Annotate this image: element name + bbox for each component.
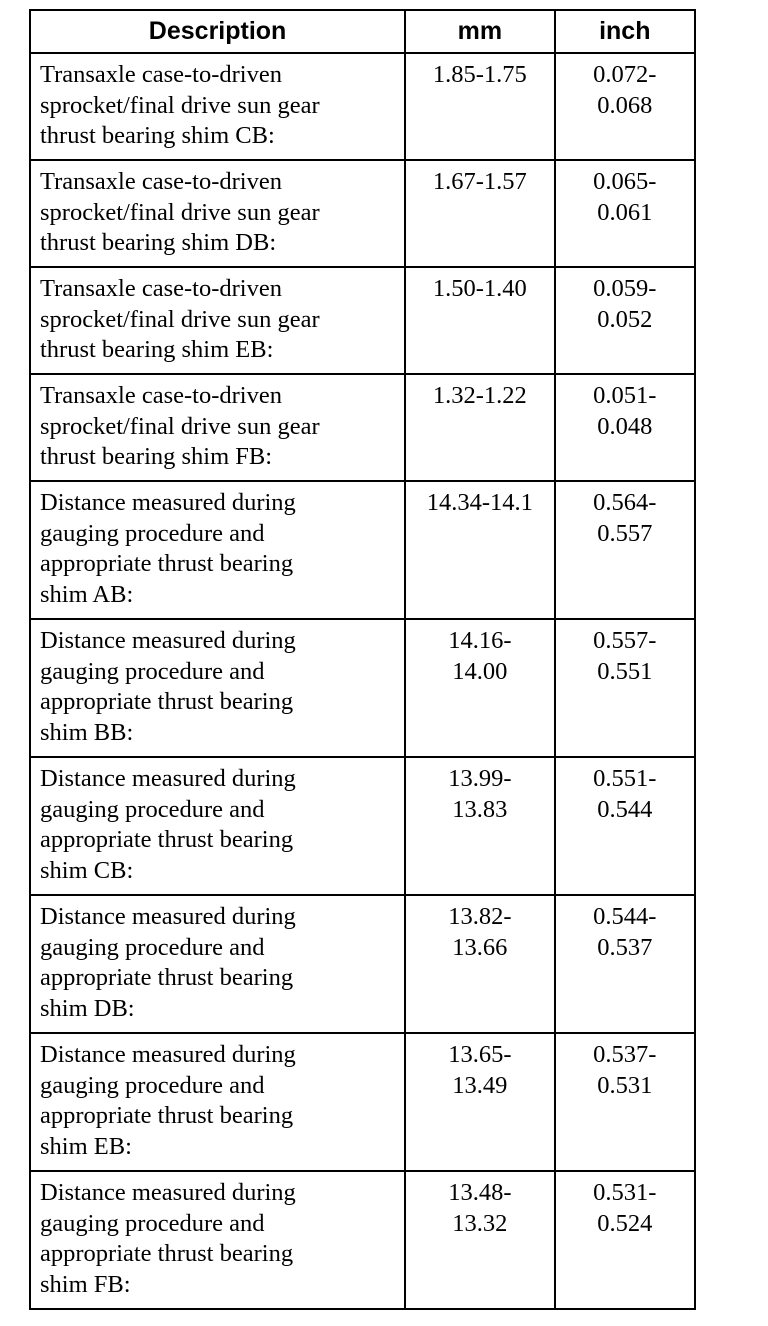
- table-row: [30, 757, 695, 895]
- header-mm: mm: [405, 10, 554, 53]
- inch-value: 0.051- 0.048: [593, 382, 657, 440]
- inch-value: 0.557- 0.551: [593, 627, 657, 685]
- inch-cell: [555, 1171, 695, 1309]
- description-text: Distance measured during gauging procedure and appropriate thrust bearing shim CB:: [40, 765, 296, 884]
- table-row: [30, 160, 695, 267]
- mm-value: 1.67-1.57: [432, 168, 527, 195]
- mm-value: 13.65- 13.49: [448, 1041, 512, 1099]
- mm-value: 13.99- 13.83: [448, 765, 512, 823]
- inch-cell: [555, 757, 695, 895]
- description-cell: [30, 619, 405, 757]
- table-row: [30, 374, 695, 481]
- description-cell: [30, 374, 405, 481]
- mm-value: 13.82- 13.66: [448, 903, 512, 961]
- description-text: Distance measured during gauging procedure and appropriate thrust bearing shim FB:: [40, 1179, 296, 1298]
- description-cell: [30, 53, 405, 160]
- description-text: Distance measured during gauging procedure and appropriate thrust bearing shim AB:: [40, 489, 296, 608]
- description-text: Distance measured during gauging procedure and appropriate thrust bearing shim DB:: [40, 903, 296, 1022]
- inch-cell: [555, 481, 695, 619]
- description-text: Distance measured during gauging procedure and appropriate thrust bearing shim EB:: [40, 1041, 296, 1160]
- table-row: [30, 481, 695, 619]
- inch-value: 0.551- 0.544: [593, 765, 657, 823]
- mm-value: 1.85-1.75: [432, 61, 527, 88]
- shim-spec-table: [29, 9, 696, 1310]
- description-text: Transaxle case-to-driven sprocket/final drive sun gear thrust bearing shim FB:: [40, 382, 320, 470]
- mm-cell: [405, 374, 554, 481]
- inch-cell: [555, 53, 695, 160]
- inch-value: 0.072- 0.068: [593, 61, 657, 119]
- table-row: [30, 895, 695, 1033]
- mm-cell: [405, 160, 554, 267]
- description-cell: [30, 160, 405, 267]
- table-header-row: [30, 10, 695, 53]
- mm-cell: [405, 757, 554, 895]
- mm-cell: [405, 1171, 554, 1309]
- mm-cell: [405, 267, 554, 374]
- mm-cell: [405, 895, 554, 1033]
- table-row: [30, 267, 695, 374]
- mm-cell: [405, 1033, 554, 1171]
- mm-cell: [405, 619, 554, 757]
- header-inch: inch: [555, 10, 695, 53]
- mm-value: 1.50-1.40: [432, 275, 527, 302]
- description-text: Distance measured during gauging procedure and appropriate thrust bearing shim BB:: [40, 627, 296, 746]
- description-cell: [30, 267, 405, 374]
- inch-value: 0.537- 0.531: [593, 1041, 657, 1099]
- mm-value: 1.32-1.22: [432, 382, 527, 409]
- inch-cell: [555, 374, 695, 481]
- inch-value: 0.065- 0.061: [593, 168, 657, 226]
- inch-value: 0.564- 0.557: [593, 489, 657, 547]
- description-cell: [30, 1171, 405, 1309]
- description-cell: [30, 757, 405, 895]
- description-cell: [30, 1033, 405, 1171]
- inch-value: 0.059- 0.052: [593, 275, 657, 333]
- mm-value: 13.48- 13.32: [448, 1179, 512, 1237]
- mm-value: 14.34-14.1: [426, 489, 533, 516]
- description-cell: [30, 481, 405, 619]
- inch-cell: [555, 1033, 695, 1171]
- table-row: [30, 53, 695, 160]
- inch-value: 0.544- 0.537: [593, 903, 657, 961]
- table-row: [30, 1171, 695, 1309]
- table-row: [30, 1033, 695, 1171]
- inch-value: 0.531- 0.524: [593, 1179, 657, 1237]
- inch-cell: [555, 160, 695, 267]
- inch-cell: [555, 619, 695, 757]
- mm-value: 14.16- 14.00: [448, 627, 512, 685]
- table-row: [30, 619, 695, 757]
- description-text: Transaxle case-to-driven sprocket/final drive sun gear thrust bearing shim CB:: [40, 61, 320, 149]
- description-text: Transaxle case-to-driven sprocket/final drive sun gear thrust bearing shim EB:: [40, 275, 320, 363]
- description-text: Transaxle case-to-driven sprocket/final drive sun gear thrust bearing shim DB:: [40, 168, 320, 256]
- inch-cell: [555, 267, 695, 374]
- header-description: Description: [30, 10, 405, 53]
- description-cell: [30, 895, 405, 1033]
- mm-cell: [405, 53, 554, 160]
- mm-cell: [405, 481, 554, 619]
- inch-cell: [555, 895, 695, 1033]
